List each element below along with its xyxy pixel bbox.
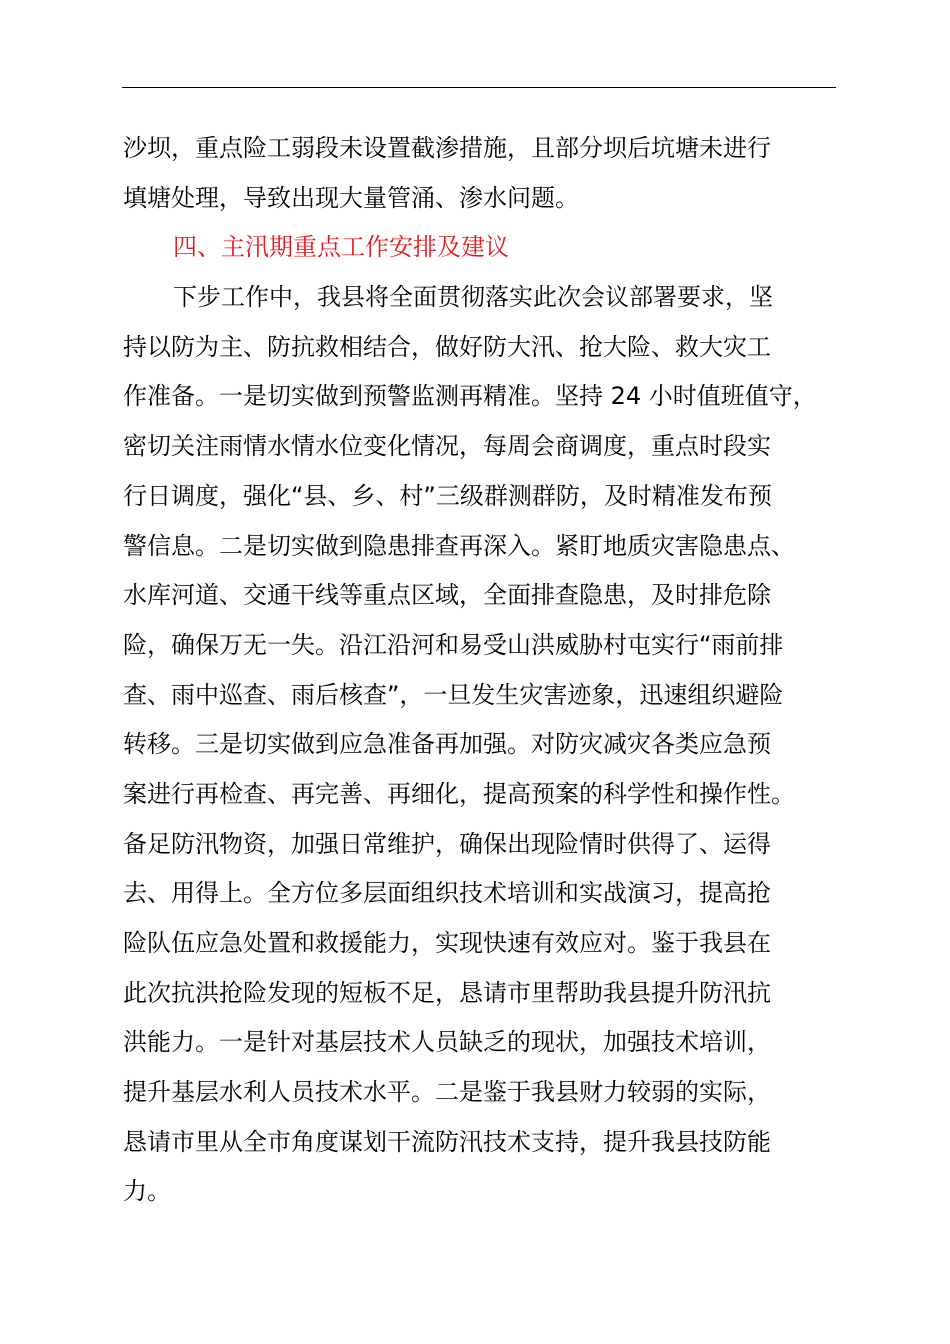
text-line: 作准备。一是切实做到预警监测再精准。坚持 24 小时值班值守， <box>123 382 817 411</box>
text-line: 行日调度，强化“县、乡、村”三级群测群防，及时精准发布预 <box>123 481 772 510</box>
text-line: 持以防为主、防抗救相结合，做好防大汛、抢大险、救大灾工 <box>123 332 771 361</box>
text-line: 备足防汛物资，加强日常维护，确保出现险情时供得了、运得 <box>123 829 771 858</box>
text-line: 填塘处理，导致出现大量管涌、渗水问题。 <box>123 183 579 212</box>
text-line: 水库河道、交通干线等重点区域，全面排查隐患，及时排危除 <box>123 581 771 610</box>
text-line: 此次抗洪抢险发现的短板不足，恳请市里帮助我县提升防汛抗 <box>123 978 771 1007</box>
text-line: 下步工作中，我县将全面贯彻落实此次会议部署要求，坚 <box>173 283 773 312</box>
text-line: 险，确保万无一失。沿江沿河和易受山洪威胁村屯实行“雨前排 <box>123 630 784 659</box>
text-line: 险队伍应急处置和救援能力，实现快速有效应对。鉴于我县在 <box>123 929 771 957</box>
text-line: 去、用得上。全方位多层面组织技术培训和实战演习，提高抢 <box>123 879 771 908</box>
text-line: 洪能力。一是针对基层技术人员缺乏的现状，加强技术培训， <box>123 1028 771 1057</box>
text-line: 密切关注雨情水情水位变化情况，每周会商调度，重点时段实 <box>123 432 771 461</box>
text-line: 警信息。二是切实做到隐患排查再深入。紧盯地质灾害隐患点、 <box>123 531 795 560</box>
text-line: 沙坝，重点险工弱段未设置截渗措施，且部分坝后坑塘未进行 <box>123 134 771 162</box>
text-line: 力。 <box>123 1177 171 1206</box>
text-line: 恳请市里从全市角度谋划干流防汛技术支持，提升我县技防能 <box>123 1127 771 1156</box>
body-text <box>123 124 839 1217</box>
text-line: 提升基层水利人员技术水平。二是鉴于我县财力较弱的实际， <box>123 1078 771 1107</box>
header-rule <box>122 87 836 88</box>
text-line: 案进行再检查、再完善、再细化，提高预案的科学性和操作性。 <box>123 779 795 808</box>
section-heading: 四、主汛期重点工作安排及建议 <box>173 233 509 262</box>
text-line: 转移。三是切实做到应急准备再加强。对防灾减灾各类应急预 <box>123 730 771 759</box>
text-line: 查、雨中巡查、雨后核查”，一旦发生灾害迹象，迅速组织避险 <box>123 680 784 709</box>
